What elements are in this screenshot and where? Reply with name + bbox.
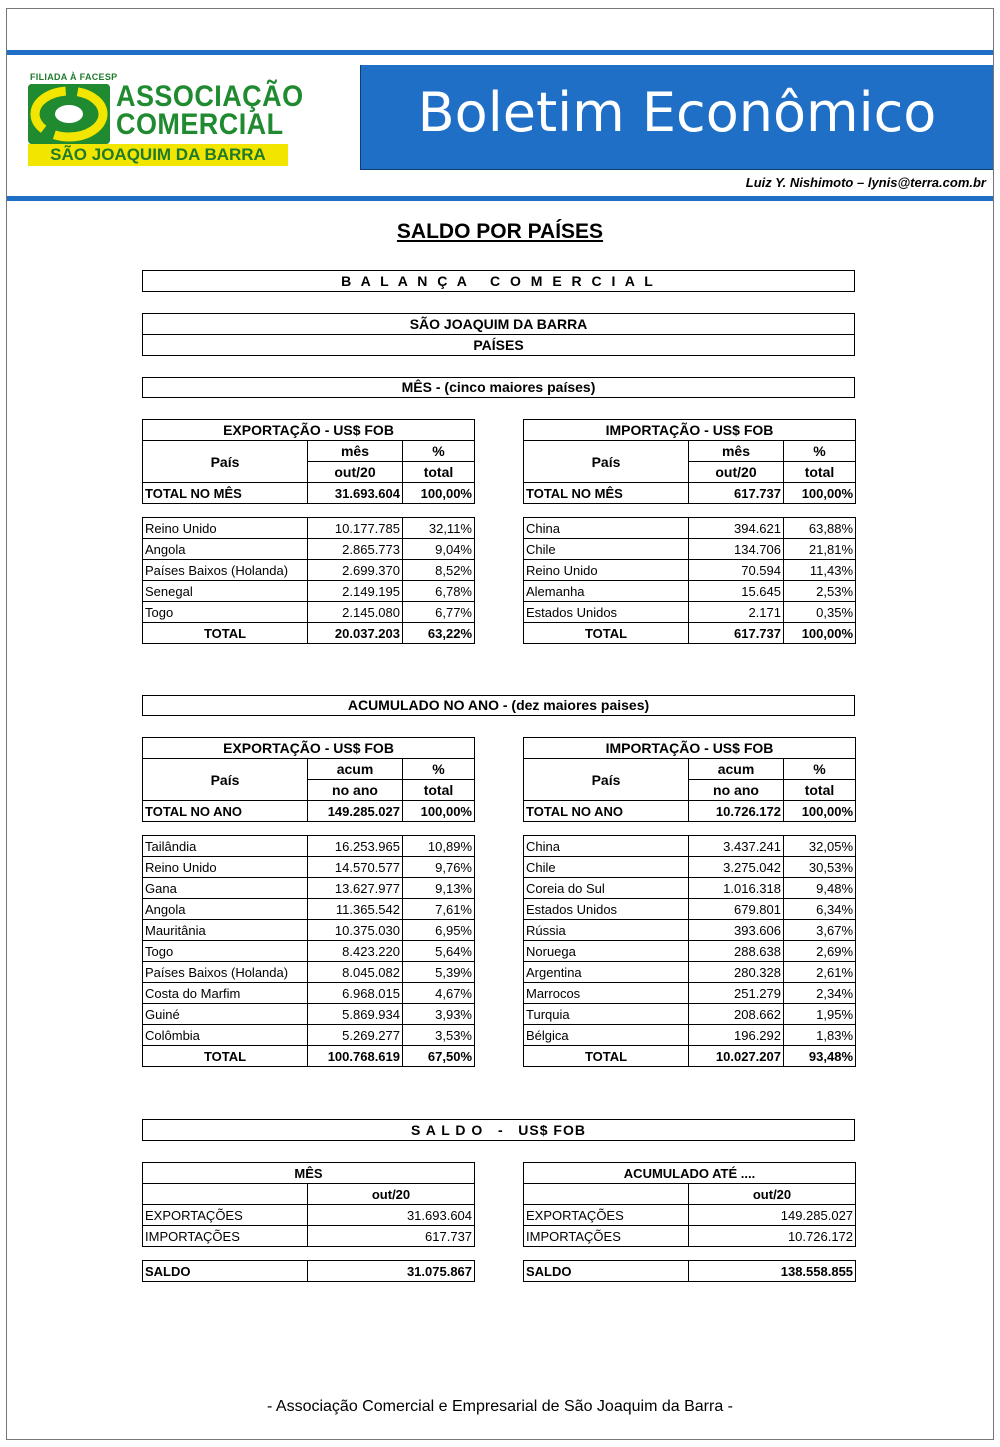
country-pct: 9,04%: [403, 539, 475, 560]
table-row: [524, 1025, 856, 1046]
table-spacer: [143, 1247, 475, 1261]
country-name: Rússia: [524, 920, 689, 941]
month-export-table: [142, 419, 475, 644]
country-name: Marrocos: [524, 983, 689, 1004]
column-header-value-period: no ano: [308, 780, 403, 801]
column-header-pct-total: total: [403, 780, 475, 801]
column-header-country: País: [524, 759, 689, 801]
country-name: Argentina: [524, 962, 689, 983]
grand-total-row: [143, 801, 475, 822]
country-name: China: [524, 836, 689, 857]
subtotal-row: [143, 1046, 475, 1067]
grand-total-label: TOTAL NO ANO: [524, 801, 689, 822]
country-value: 10.177.785: [308, 518, 403, 539]
table-title: EXPORTAÇÃO - US$ FOB: [143, 420, 475, 441]
empty-cell: [143, 1184, 308, 1205]
column-header-value: acum: [689, 759, 784, 780]
table-row: [524, 836, 856, 857]
logo-name-line2: COMERCIAL: [116, 108, 284, 141]
subtotal-pct: 93,48%: [784, 1046, 856, 1067]
subtotal-label: TOTAL: [524, 1046, 689, 1067]
year-export-table: [142, 737, 475, 1067]
grand-total-value: 31.693.604: [308, 483, 403, 504]
subtotal-pct: 63,22%: [403, 623, 475, 644]
column-header-pct: %: [784, 441, 856, 462]
saldo-section-title: S A L D O - US$ FOB: [142, 1119, 855, 1141]
table-header-row: [143, 759, 475, 780]
country-pct: 1,83%: [784, 1025, 856, 1046]
table-row: [524, 983, 856, 1004]
spacer-cell: [524, 1247, 856, 1261]
country-pct: 11,43%: [784, 560, 856, 581]
association-logo: [28, 72, 304, 166]
saldo-import-label: IMPORTAÇÕES: [143, 1226, 308, 1247]
table-row: [524, 920, 856, 941]
country-value: 2.699.370: [308, 560, 403, 581]
saldo-import-row: [143, 1226, 475, 1247]
page-title-text: SALDO POR PAÍSES: [396, 220, 604, 243]
table-title: EXPORTAÇÃO - US$ FOB: [143, 738, 475, 759]
country-value: 70.594: [689, 560, 784, 581]
country-name: China: [524, 518, 689, 539]
country-value: 3.437.241: [689, 836, 784, 857]
table-title-row: [524, 420, 856, 441]
country-value: 8.045.082: [308, 962, 403, 983]
grand-total-label: TOTAL NO MÊS: [524, 483, 689, 504]
table-title: IMPORTAÇÃO - US$ FOB: [524, 738, 856, 759]
saldo-total-value: 31.075.867: [308, 1261, 475, 1282]
country-value: 5.869.934: [308, 1004, 403, 1025]
saldo-total-value: 138.558.855: [689, 1261, 856, 1282]
saldo-total-row: [143, 1261, 475, 1282]
grand-total-label: TOTAL NO MÊS: [143, 483, 308, 504]
countries-title: PAÍSES: [473, 337, 524, 353]
country-name: Alemanha: [524, 581, 689, 602]
column-header-value-period: out/20: [689, 462, 784, 483]
country-pct: 32,11%: [403, 518, 475, 539]
table-row: [524, 539, 856, 560]
country-pct: 6,95%: [403, 920, 475, 941]
grand-total-row: [143, 483, 475, 504]
subtotal-value: 617.737: [689, 623, 784, 644]
country-value: 11.365.542: [308, 899, 403, 920]
table-row: [143, 836, 475, 857]
subtotal-value: 100.768.619: [308, 1046, 403, 1067]
country-pct: 2,69%: [784, 941, 856, 962]
country-name: Senegal: [143, 581, 308, 602]
country-name: Togo: [143, 941, 308, 962]
spacer-cell: [143, 504, 475, 518]
empty-cell: [524, 1184, 689, 1205]
column-header-country: País: [143, 441, 308, 483]
country-name: Chile: [524, 857, 689, 878]
country-value: 15.645: [689, 581, 784, 602]
column-header-value-period: no ano: [689, 780, 784, 801]
spacer-cell: [524, 822, 856, 836]
country-name: Angola: [143, 899, 308, 920]
spacer-cell: [143, 1247, 475, 1261]
table-row: [143, 1025, 475, 1046]
country-pct: 10,89%: [403, 836, 475, 857]
logo-emblem-icon: [28, 84, 110, 144]
column-header-pct: %: [784, 759, 856, 780]
country-name: Bélgica: [524, 1025, 689, 1046]
subtotal-label: TOTAL: [143, 623, 308, 644]
column-header-pct: %: [403, 441, 475, 462]
country-pct: 8,52%: [403, 560, 475, 581]
table-header-row: [524, 441, 856, 462]
saldo-export-row: [143, 1205, 475, 1226]
grand-total-row: [524, 483, 856, 504]
subtotal-row: [524, 1046, 856, 1067]
saldo-import-value: 10.726.172: [689, 1226, 856, 1247]
table-spacer: [524, 504, 856, 518]
subtotal-value: 10.027.207: [689, 1046, 784, 1067]
table-row: [524, 878, 856, 899]
saldo-import-value: 617.737: [308, 1226, 475, 1247]
page-footer: - Associação Comercial e Empresarial de São Joaquim da Barra -: [267, 1398, 733, 1415]
country-value: 2.865.773: [308, 539, 403, 560]
subtotal-value: 20.037.203: [308, 623, 403, 644]
country-name: Tailândia: [143, 836, 308, 857]
table-row: [143, 941, 475, 962]
saldo-year-table: [523, 1162, 856, 1282]
country-name: Estados Unidos: [524, 899, 689, 920]
table-row: [524, 1004, 856, 1025]
grand-total-pct: 100,00%: [403, 483, 475, 504]
column-header-pct-total: total: [784, 462, 856, 483]
grand-total-pct: 100,00%: [784, 483, 856, 504]
saldo-period: out/20: [308, 1184, 475, 1205]
country-name: Turquia: [524, 1004, 689, 1025]
grand-total-label: TOTAL NO ANO: [143, 801, 308, 822]
country-value: 2.171: [689, 602, 784, 623]
country-pct: 1,95%: [784, 1004, 856, 1025]
table-row: [143, 581, 475, 602]
grand-total-pct: 100,00%: [403, 801, 475, 822]
table-row: [143, 878, 475, 899]
country-value: 208.662: [689, 1004, 784, 1025]
country-pct: 30,53%: [784, 857, 856, 878]
subtotal-pct: 67,50%: [403, 1046, 475, 1067]
table-row: [143, 899, 475, 920]
saldo-period-row: [524, 1184, 856, 1205]
column-header-value: mês: [689, 441, 784, 462]
country-pct: 3,93%: [403, 1004, 475, 1025]
table-row: [143, 560, 475, 581]
country-name: Gana: [143, 878, 308, 899]
country-name: Chile: [524, 539, 689, 560]
country-pct: 3,67%: [784, 920, 856, 941]
table-row: [524, 560, 856, 581]
table-header-row: [524, 759, 856, 780]
country-name: Mauritânia: [143, 920, 308, 941]
country-value: 679.801: [689, 899, 784, 920]
logo-tagline: FILIADA À FACESP: [30, 72, 118, 82]
country-pct: 2,34%: [784, 983, 856, 1004]
month-import-table: [523, 419, 856, 644]
country-value: 13.627.977: [308, 878, 403, 899]
saldo-export-value: 149.285.027: [689, 1205, 856, 1226]
country-pct: 4,67%: [403, 983, 475, 1004]
country-pct: 5,39%: [403, 962, 475, 983]
country-value: 1.016.318: [689, 878, 784, 899]
saldo-table-title: ACUMULADO ATÉ ....: [524, 1163, 856, 1184]
country-value: 2.149.195: [308, 581, 403, 602]
table-row: [524, 602, 856, 623]
table-header-row: [143, 441, 475, 462]
table-row: [524, 857, 856, 878]
grand-total-pct: 100,00%: [784, 801, 856, 822]
country-pct: 0,35%: [784, 602, 856, 623]
bulletin-banner: Boletim Econômico: [360, 65, 993, 170]
author-credit: Luiz Y. Nishimoto – lynis@terra.com.br: [745, 175, 986, 190]
country-name: Países Baixos (Holanda): [143, 962, 308, 983]
country-name: Reino Unido: [143, 518, 308, 539]
table-title-row: [524, 738, 856, 759]
grand-total-value: 149.285.027: [308, 801, 403, 822]
table-row: [524, 962, 856, 983]
grand-total-value: 10.726.172: [689, 801, 784, 822]
logo-name-line1: ASSOCIAÇÃO: [116, 80, 304, 113]
country-value: 251.279: [689, 983, 784, 1004]
subtotal-label: TOTAL: [524, 623, 689, 644]
column-header-country: País: [143, 759, 308, 801]
country-value: 10.375.030: [308, 920, 403, 941]
year-section-title: ACUMULADO NO ANO - (dez maiores paises): [142, 695, 855, 716]
location-box: [142, 313, 855, 356]
country-name: Coreia do Sul: [524, 878, 689, 899]
table-spacer: [143, 504, 475, 518]
spacer-cell: [524, 504, 856, 518]
country-name: Angola: [143, 539, 308, 560]
country-pct: 32,05%: [784, 836, 856, 857]
country-name: Países Baixos (Holanda): [143, 560, 308, 581]
saldo-title-row: [143, 1163, 475, 1184]
saldo-export-label: EXPORTAÇÕES: [524, 1205, 689, 1226]
table-row: [143, 539, 475, 560]
country-pct: 9,76%: [403, 857, 475, 878]
country-pct: 3,53%: [403, 1025, 475, 1046]
table-row: [524, 899, 856, 920]
saldo-title-row: [524, 1163, 856, 1184]
saldo-total-label: SALDO: [524, 1261, 689, 1282]
saldo-export-label: EXPORTAÇÕES: [143, 1205, 308, 1226]
page-title: [0, 220, 1000, 244]
country-pct: 6,34%: [784, 899, 856, 920]
subtotal-pct: 100,00%: [784, 623, 856, 644]
country-value: 6.968.015: [308, 983, 403, 1004]
column-header-pct: %: [403, 759, 475, 780]
saldo-period-row: [143, 1184, 475, 1205]
country-value: 5.269.277: [308, 1025, 403, 1046]
subtotal-row: [524, 623, 856, 644]
country-value: 3.275.042: [689, 857, 784, 878]
saldo-import-label: IMPORTAÇÕES: [524, 1226, 689, 1247]
country-pct: 7,61%: [403, 899, 475, 920]
top-rule: [7, 50, 993, 55]
header-bottom-rule: [7, 196, 993, 201]
country-pct: 21,81%: [784, 539, 856, 560]
country-value: 393.606: [689, 920, 784, 941]
month-section-title: MÊS - (cinco maiores países): [142, 377, 855, 398]
saldo-import-row: [524, 1226, 856, 1247]
column-header-value: acum: [308, 759, 403, 780]
section-balanca-comercial: B A L A N Ç A C O M E R C I A L: [142, 270, 855, 292]
table-spacer: [143, 822, 475, 836]
grand-total-row: [524, 801, 856, 822]
country-value: 196.292: [689, 1025, 784, 1046]
table-row: [143, 1004, 475, 1025]
table-row: [143, 857, 475, 878]
spacer-cell: [143, 822, 475, 836]
country-value: 16.253.965: [308, 836, 403, 857]
saldo-export-row: [524, 1205, 856, 1226]
country-name: Noruega: [524, 941, 689, 962]
saldo-table-title: MÊS: [143, 1163, 475, 1184]
country-value: 14.570.577: [308, 857, 403, 878]
table-row: [143, 920, 475, 941]
country-value: 394.621: [689, 518, 784, 539]
column-header-value-period: out/20: [308, 462, 403, 483]
grand-total-value: 617.737: [689, 483, 784, 504]
table-title: IMPORTAÇÃO - US$ FOB: [524, 420, 856, 441]
table-title-row: [143, 420, 475, 441]
country-name: Colômbia: [143, 1025, 308, 1046]
column-header-value: mês: [308, 441, 403, 462]
table-row: [143, 602, 475, 623]
country-value: 8.423.220: [308, 941, 403, 962]
table-row: [524, 518, 856, 539]
table-row: [524, 941, 856, 962]
saldo-export-value: 31.693.604: [308, 1205, 475, 1226]
year-import-table: [523, 737, 856, 1067]
country-pct: 9,13%: [403, 878, 475, 899]
country-value: 280.328: [689, 962, 784, 983]
country-name: Costa do Marfim: [143, 983, 308, 1004]
table-row: [143, 983, 475, 1004]
logo-city: SÃO JOAQUIM DA BARRA: [28, 144, 288, 166]
column-header-pct-total: total: [403, 462, 475, 483]
table-title-row: [143, 738, 475, 759]
country-pct: 6,78%: [403, 581, 475, 602]
country-name: Reino Unido: [143, 857, 308, 878]
country-name: Estados Unidos: [524, 602, 689, 623]
table-row: [143, 518, 475, 539]
country-pct: 9,48%: [784, 878, 856, 899]
saldo-month-table: [142, 1162, 475, 1282]
country-pct: 2,53%: [784, 581, 856, 602]
table-row: [143, 962, 475, 983]
country-value: 2.145.080: [308, 602, 403, 623]
table-spacer: [524, 822, 856, 836]
table-spacer: [524, 1247, 856, 1261]
country-name: Reino Unido: [524, 560, 689, 581]
country-pct: 6,77%: [403, 602, 475, 623]
saldo-total-row: [524, 1261, 856, 1282]
country-pct: 2,61%: [784, 962, 856, 983]
country-value: 288.638: [689, 941, 784, 962]
table-row: [524, 581, 856, 602]
column-header-pct-total: total: [784, 780, 856, 801]
country-name: Togo: [143, 602, 308, 623]
subtotal-row: [143, 623, 475, 644]
country-pct: 63,88%: [784, 518, 856, 539]
subtotal-label: TOTAL: [143, 1046, 308, 1067]
country-pct: 5,64%: [403, 941, 475, 962]
column-header-country: País: [524, 441, 689, 483]
country-value: 134.706: [689, 539, 784, 560]
country-name: Guiné: [143, 1004, 308, 1025]
saldo-total-label: SALDO: [143, 1261, 308, 1282]
city-title: SÃO JOAQUIM DA BARRA: [143, 314, 854, 335]
saldo-period: out/20: [689, 1184, 856, 1205]
